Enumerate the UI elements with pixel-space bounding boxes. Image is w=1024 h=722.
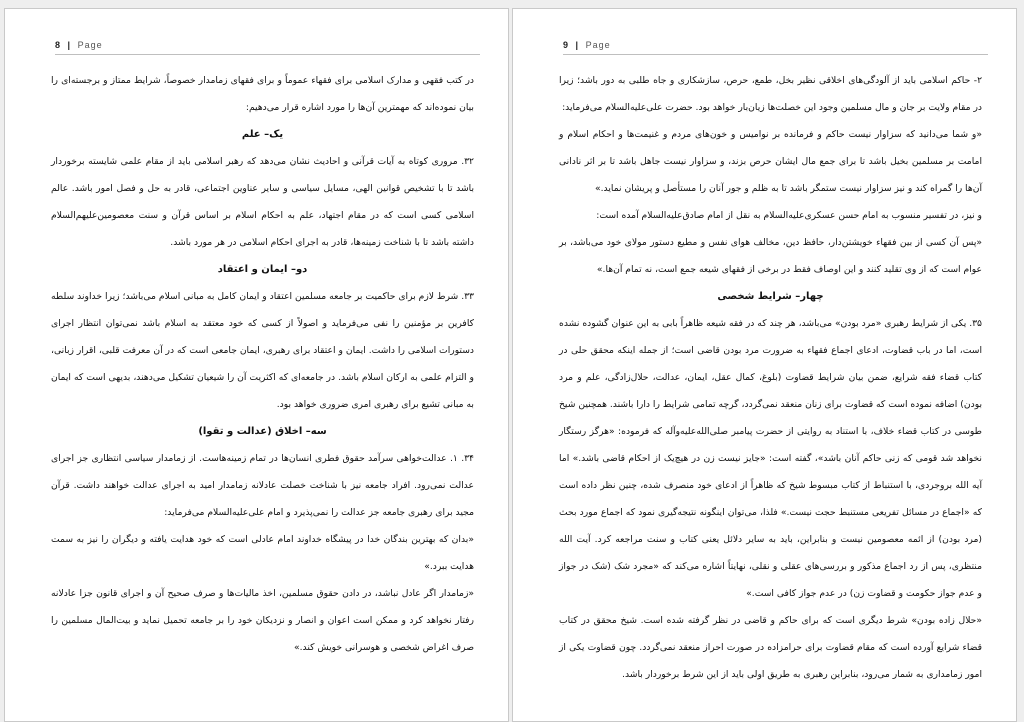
section-heading: چهار– شرایط شخصی — [717, 291, 824, 302]
document-page-left — [4, 8, 509, 722]
page-label: Page — [585, 40, 611, 50]
paragraph: و نیز، در تفسیر منسوب به امام حسن عسکری‌علیه‌السلام به نقل از امام صادق‌علیه‌السلام آمده است: — [596, 210, 982, 221]
paragraph: ۲- حاکم اسلامی باید از آلودگی‌های اخلاقی نظیر بخل، طمع، حرص، سازشکاری و جاه طلبی به دور باشد؛ زیرا در مقام ولایت بر جان و مال مسلمین وجود این خصلت‌ها زیان‌بار خواهد بود. حضرت علی‌علیه‌السلام می‌فرماید: — [559, 75, 982, 113]
paragraph: ۳۵. یکی از شرایط رهبری «مرد بودن» می‌باشد، هر چند که در فقه شیعه ظاهراً بابی به این عنوان گشوده نشده است، اما در باب قضاوت، ادعای اجماع فقهاء به ضرورت مرد بودن قاضی است؛ از جمله اینکه محقق حلی در کتاب قضاء فقه شرایع، ضمن بیان شرایط قضاوت (بلوغ، کمال عقل، ایمان، عدالت، حلال‌زادگی، علم و مرد بودن) اضافه نموده است که قضاوت برای زنان منعقد نمی‌گردد، گرچه تمامی شرایط را دارا باشند. همچنین شیخ طوسی در کتاب قضاء خلاف، با استناد به روایتی از حضرت پیامبر صلی‌الله‌علیه‌وآله که فرموده: «هرگز رستگار نخواهد شد قومی که زنی حاکم آنان باشد»، گفته است: «جایز نیست زن در هیچ‌یک از احکام قاضی باشد.» اما آیه الله بروجردی، با استنباط از کتاب مبسوط شیخ که ظاهراً از ادعای خود منصرف شده، چنین نظر داده است که «اجماع در مسائل تفریعی مستنبط حجت نیست.» فلذا، می‌توان اینگونه نتیجه‌گیری نمود که اجماع مورد بحث (مرد بودن) از ائمه معصومین نیست و بنابراین، باید به سایر دلائل یعنی کتاب و سنت مراجعه کرد. آیت الله منتظری، پس از رد اجماع مذکور و بررسی‌های عقلی و نقلی، نهایتاً اشاره می‌کند که «مجرد شک (شک در جواز و عدم جواز حکومت و قضاوت زن) در عدم جواز کافی است.» — [559, 318, 982, 599]
page-label: Page — [77, 40, 103, 50]
paragraph: ۳۴. ۱. عدالت‌خواهی سرآمد حقوق فطری انسان‌ها در تمام زمینه‌هاست. از زمامدار سیاسی انتظاری جز اجرای عدالت نمی‌رود. افراد جامعه نیز با شناخت خصلت عادلانه زمامدار امید به اجرای عدالت خواهند داشت. قرآن مجید برای رهبری جامعه جز عدالت را نمی‌پذیرد و امام علی‌علیه‌السلام می‌فرماید: — [51, 453, 474, 518]
paragraph: «حلال زاده بودن» شرط دیگری است که برای حاکم و قاضی در نظر گرفته شده است. شیخ محقق در کتاب قضاء شرایع آورده است که مقام قضاوت برای حرامزاده در صورت احراز منعقد نمی‌گردد. چون قضاوت یکی از امور زمامداری به شمار می‌رود، بنابراین رهبری به طریق اولی باید از این شرط برخوردار باشد. — [559, 615, 982, 680]
page-number: 8 — [55, 40, 62, 50]
section-heading: سه– اخلاق (عدالت و تقوا) — [198, 426, 327, 437]
quote-paragraph: «زمامدار اگر عادل نباشد، در دادن حقوق مسلمین، اخذ مالیات‌ها و صرف صحیح آن و اجرای قانون جزا عادلانه رفتار نخواهد کرد و ممکن است اعوان و انصار و نزدیکان خود را بر جامعه تحمیل نماید و بیت‌المال مسلمین را صرف اغراض شخصی و هوسرانی خویش کند.» — [51, 588, 474, 653]
quote-paragraph: «بدان که بهترین بندگان خدا در پیشگاه خداوند امام عادلی است که خود هدایت یافته و دیگران را نیز به سمت هدایت ببرد.» — [51, 534, 474, 572]
page-body — [559, 67, 982, 688]
section-heading: یک– علم — [241, 129, 284, 140]
page-separator: | — [67, 40, 72, 50]
paragraph: ۳۲. مروری کوتاه به آیات قرآنی و احادیث نشان می‌دهد که رهبر اسلامی باید از مقام علمی شایسته برخوردار باشد تا با تشخیص قوانین الهی، مسایل سیاسی و سایر عناوین اجتماعی، قادر به حل و فصل امور باشد. عالم اسلامی کسی است که در مقام اجتهاد، علم به احکام اسلام بر اساس قرآن و سنت معصومین‌علیهم‌السلام داشته باشد تا با شناخت زمینه‌ها، قادر به اجرای احکام اسلامی در هر مورد باشد. — [51, 156, 474, 248]
page-header — [55, 39, 480, 55]
section-heading: دو– ایمان و اعتقاد — [217, 264, 308, 275]
page-body — [51, 67, 474, 661]
document-page-right — [512, 8, 1017, 722]
page-header — [563, 39, 988, 55]
quote-paragraph: «و شما می‌دانید که سزاوار نیست حاکم و فرمانده بر نوامیس و خون‌های مردم و غنیمت‌ها و احکام اسلام و امامت بر مسلمین بخیل باشد تا برای جمع مال ایشان حرص بزند، و سزاوار نیست جاهل باشد تا بر اثر نادانی آن‌ها را گمراه کند و نیز سزاوار نیست ستمگر باشد تا به ظلم و جور آنان را مستأصل و پریشان نماید.» — [559, 129, 982, 194]
page-number: 9 — [563, 40, 570, 50]
paragraph: ۳۳. شرط لازم برای حاکمیت بر جامعه مسلمین اعتقاد و ایمان کامل به مبانی اسلام می‌باشد؛ زیرا خداوند سلطه کافرین بر مؤمنین را نفی می‌فرماید و اصولاً از کسی که خود معتقد به اسلام باشد نمی‌توان انتظار اجرای دستورات اسلامی را داشت. ایمان و اعتقاد برای رهبری، ایمان جامعی است که در آن معرفت قلبی، اقرار زبانی، و التزام علمی به ارکان اسلام باشد. در جامعه‌ای که اکثریت آن را شیعیان تشکیل می‌دهند، بدیهی است که ایمان به مبانی تشیع برای رهبری امری ضروری خواهد بود. — [51, 291, 474, 410]
quote-paragraph: «پس آن کسی از بین فقهاء خویشتن‌دار، حافظ دین، مخالف هوای نفس و مطیع دستور مولای خود می‌باشد، بر عوام است که از وی تقلید کنند و این اوصاف فقط در برخی از فقهای شیعه جمع است، نه تمام آن‌ها.» — [559, 237, 982, 275]
paragraph: در کتب فقهی و مدارک اسلامی برای فقهاء عموماً و برای فقهای زمامدار خصوصاً، شرایط ممتاز و برجسته‌ای را بیان نموده‌اند که مهمترین آن‌ها را مورد اشاره قرار می‌دهیم: — [51, 75, 474, 113]
page-separator: | — [575, 40, 580, 50]
